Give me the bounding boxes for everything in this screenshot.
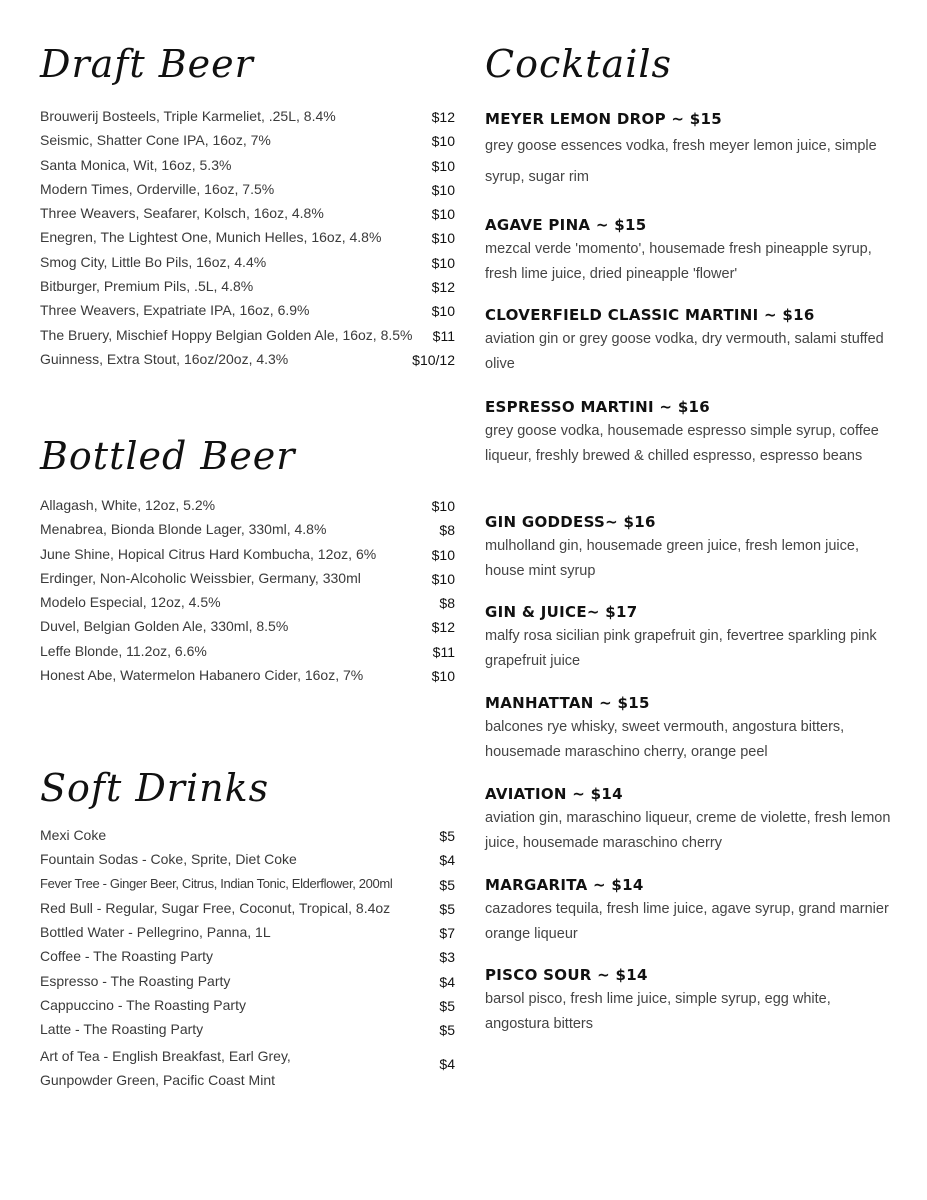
item-price: $5 [439,900,455,917]
soft-drinks-list [40,825,455,1092]
item-name: Red Bull - Regular, Sugar Free, Coconut, Tropical, 8.4oz [40,899,391,916]
cocktail-name: AVIATION ~ $14 [485,785,623,803]
item-price: $8 [439,595,455,612]
list-item [40,922,455,946]
list-item [40,519,455,543]
item-price: $10 [431,546,455,563]
item-name: Erdinger, Non-Alcoholic Weissbier, Germany, 330ml [40,569,361,586]
item-name-line: Art of Tea - English Breakfast, Earl Grey, [40,1047,291,1064]
soft-drinks-heading: Soft Drinks [40,766,270,810]
cocktail-name: MANHATTAN ~ $15 [485,694,650,712]
item-price: $10 [431,181,455,198]
item-name: Honest Abe, Watermelon Habanero Cider, 16oz, 7% [40,667,364,684]
cocktails-heading: Cocktails [485,42,672,86]
list-item [40,1019,455,1043]
list-item [40,495,455,519]
cocktail-name: AGAVE PINA ~ $15 [485,216,647,234]
item-name: Duvel, Belgian Golden Ale, 330ml, 8.5% [40,618,289,635]
item-name: Leffe Blonde, 11.2oz, 6.6% [40,642,207,659]
item-price: $11 [432,643,455,660]
item-price: $10 [431,570,455,587]
item-name: Santa Monica, Wit, 16oz, 5.3% [40,156,232,173]
item-price: $4 [439,1055,455,1072]
item-name: Coffee - The Roasting Party [40,948,214,965]
cocktail-item [485,785,895,855]
item-name-line: Gunpowder Green, Pacific Coast Mint [40,1071,275,1088]
item-name: Espresso - The Roasting Party [40,972,231,989]
item-price: $10 [431,157,455,174]
cocktail-name: MARGARITA ~ $14 [485,876,644,894]
item-price: $12 [431,279,455,296]
cocktail-name: ESPRESSO MARTINI ~ $16 [485,398,711,416]
item-price: $12 [431,619,455,636]
cocktail-description: mezcal verde 'momento', housemade fresh pineapple syrup, fresh lime juice, dried pineapple 'flower' [485,241,872,282]
cocktail-description: balcones rye whisky, sweet vermouth, angostura bitters, housemade maraschino cherry, orange peel [485,719,845,760]
cocktail-description: grey goose vodka, housemade espresso simple syrup, coffee liqueur, freshly brewed & chilled espresso, espresso beans [485,423,879,464]
item-name [40,1044,291,1092]
item-name: Smog City, Little Bo Pils, 16oz, 4.4% [40,253,267,270]
item-name: The Bruery, Mischief Hoppy Belgian Golden Ale, 16oz, 8.5% [40,326,413,343]
cocktail-item [485,966,895,1036]
item-name: Three Weavers, Seafarer, Kolsch, 16oz, 4.8% [40,205,324,222]
draft-beer-heading: Draft Beer [40,42,254,86]
list-item [40,641,455,665]
item-price: $10 [431,230,455,247]
item-price: $5 [439,998,455,1015]
item-price: $10 [431,133,455,150]
item-price: $3 [439,949,455,966]
list-item [40,665,455,689]
cocktail-description: aviation gin, maraschino liqueur, creme de violette, fresh lemon juice, housemade maraschino cherry [485,810,891,851]
list-item [40,1044,455,1092]
item-price: $5 [439,1022,455,1039]
item-price: $8 [439,522,455,539]
item-price: $12 [431,109,455,125]
item-price: $10 [431,254,455,271]
list-item [40,106,455,130]
cocktail-item [485,876,895,946]
item-name: Bitburger, Premium Pils, .5L, 4.8% [40,278,254,295]
cocktail-item [485,216,895,286]
item-name: Enegren, The Lightest One, Munich Helles, 16oz, 4.8% [40,229,382,246]
cocktail-description: cazadores tequila, fresh lime juice, agave syrup, grand marnier orange liqueur [485,901,889,942]
list-item [40,349,455,373]
item-name: Allagash, White, 12oz, 5.2% [40,497,216,513]
list-item [40,849,455,873]
list-item [40,227,455,251]
item-name: Fountain Sodas - Coke, Sprite, Diet Coke [40,851,297,868]
list-item [40,592,455,616]
item-name: Menabrea, Bionda Blonde Lager, 330ml, 4.8% [40,521,327,538]
item-name: Bottled Water - Pellegrino, Panna, 1L [40,924,271,941]
list-item [40,971,455,995]
item-name: Guinness, Extra Stout, 16oz/20oz, 4.3% [40,350,289,367]
cocktail-item [485,603,895,673]
cocktail-description: malfy rosa sicilian pink grapefruit gin, fevertree sparkling pink grapefruit juice [485,628,877,669]
cocktail-name: GIN GODDESS~ $16 [485,513,656,531]
list-item [40,995,455,1019]
item-name: Modern Times, Orderville, 16oz, 7.5% [40,180,275,197]
item-price: $5 [439,876,455,893]
list-item [40,898,455,922]
list-item [40,568,455,592]
item-price: $4 [439,973,455,990]
item-price: $10 [431,498,455,514]
item-name: Seismic, Shatter Cone IPA, 16oz, 7% [40,132,271,149]
list-item [40,946,455,970]
item-name: Brouwerij Bosteels, Triple Karmeliet, .25L, 8.4% [40,108,336,124]
list-item [40,155,455,179]
list-item [40,179,455,203]
list-item [40,130,455,154]
item-price: $10 [431,206,455,223]
bottled-beer-list [40,495,455,689]
cocktail-description: barsol pisco, fresh lime juice, simple syrup, egg white, angostura bitters [485,991,831,1032]
cocktail-item [485,398,895,468]
item-name: Fever Tree - Ginger Beer, Citrus, Indian Tonic, Elderflower, 200ml [40,875,393,891]
list-item [40,252,455,276]
item-name: Mexi Coke [40,827,107,843]
item-price: $10/12 [412,351,455,368]
item-price: $10 [431,668,455,685]
list-item [40,616,455,640]
list-item [40,276,455,300]
list-item [40,203,455,227]
item-price: $7 [439,925,455,942]
cocktail-description: grey goose essences vodka, fresh meyer lemon juice, simple syrup, sugar rim [485,138,877,185]
bottled-beer-heading: Bottled Beer [40,434,296,478]
cocktail-name: MEYER LEMON DROP ~ $15 [485,110,722,128]
cocktail-name: CLOVERFIELD CLASSIC MARTINI ~ $16 [485,306,815,324]
cocktail-item [485,306,895,376]
cocktail-item [485,513,895,583]
draft-beer-list [40,106,455,373]
item-price: $10 [431,303,455,320]
item-name: Latte - The Roasting Party [40,1021,204,1038]
cocktail-name: PISCO SOUR ~ $14 [485,966,648,984]
cocktail-item [485,694,895,764]
list-item [40,825,455,849]
cocktail-name: GIN & JUICE~ $17 [485,603,638,621]
cocktail-description: mulholland gin, housemade green juice, fresh lemon juice, house mint syrup [485,538,859,579]
item-price: $5 [439,828,455,844]
cocktail-description: aviation gin or grey goose vodka, dry vermouth, salami stuffed olive [485,331,884,372]
item-name: Modelo Especial, 12oz, 4.5% [40,594,221,611]
cocktail-item [485,110,895,193]
item-name: Three Weavers, Expatriate IPA, 16oz, 6.9% [40,302,310,319]
list-item [40,300,455,324]
list-item [40,544,455,568]
list-item [40,325,455,349]
item-price: $11 [432,327,455,344]
item-price: $4 [439,852,455,869]
item-name: Cappuccino - The Roasting Party [40,997,246,1014]
list-item [40,874,455,898]
item-name: June Shine, Hopical Citrus Hard Kombucha, 12oz, 6% [40,545,377,562]
